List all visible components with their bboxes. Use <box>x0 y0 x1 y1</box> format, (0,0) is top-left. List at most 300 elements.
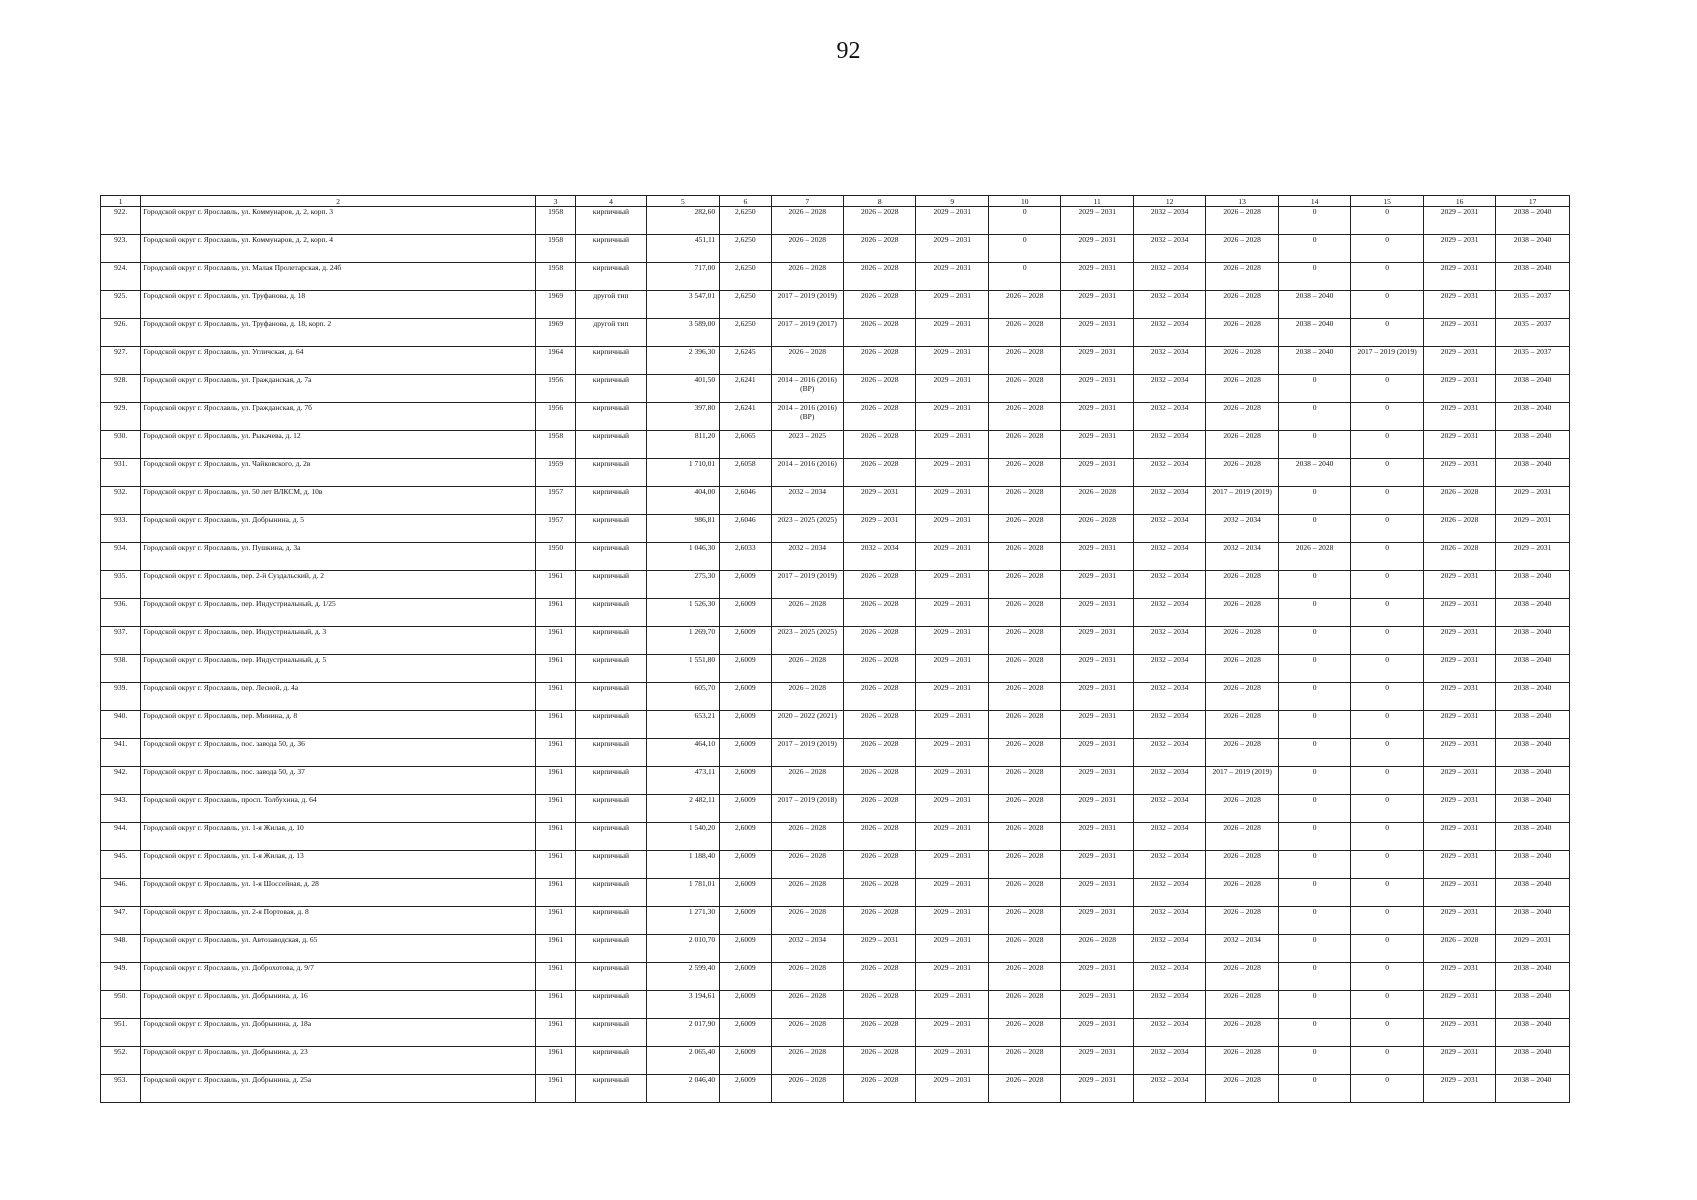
cell-col-11: 2029 – 2031 <box>1061 683 1133 711</box>
cell-col-9: 2029 – 2031 <box>916 1047 988 1075</box>
cell-col-5: 1 781,01 <box>646 879 720 907</box>
cell-col-10: 2026 – 2028 <box>988 739 1060 767</box>
cell-col-6: 2,6009 <box>720 599 771 627</box>
cell-col-4: кирпичный <box>576 823 646 851</box>
column-header-8: 8 <box>844 196 916 207</box>
table-row <box>101 235 1570 263</box>
cell-col-10: 2026 – 2028 <box>988 655 1060 683</box>
cell-col-7: 2017 – 2019 (2019) <box>771 739 843 767</box>
cell-col-6: 2,6009 <box>720 711 771 739</box>
cell-col-5: 1 551,80 <box>646 655 720 683</box>
cell-col-4: кирпичный <box>576 459 646 487</box>
cell-col-8: 2026 – 2028 <box>844 739 916 767</box>
cell-col-2: Городской округ г. Ярославль, пер. Лесной, д. 4а <box>141 683 536 711</box>
cell-col-12: 2032 – 2034 <box>1133 991 1205 1019</box>
cell-col-10: 2026 – 2028 <box>988 1075 1060 1103</box>
cell-col-12: 2032 – 2034 <box>1133 347 1205 375</box>
column-header-9: 9 <box>916 196 988 207</box>
cell-col-7: 2023 – 2025 (2025) <box>771 627 843 655</box>
cell-col-1: 953. <box>101 1075 141 1103</box>
cell-col-3: 1961 <box>535 823 575 851</box>
cell-col-8: 2026 – 2028 <box>844 795 916 823</box>
cell-col-3: 1959 <box>535 459 575 487</box>
cell-col-17: 2038 – 2040 <box>1496 767 1570 795</box>
cell-col-8: 2026 – 2028 <box>844 263 916 291</box>
cell-col-4: кирпичный <box>576 431 646 459</box>
cell-col-10: 2026 – 2028 <box>988 907 1060 935</box>
cell-col-15: 0 <box>1351 823 1423 851</box>
cell-col-17: 2038 – 2040 <box>1496 711 1570 739</box>
cell-col-11: 2029 – 2031 <box>1061 655 1133 683</box>
table-row <box>101 571 1570 599</box>
cell-col-2: Городской округ г. Ярославль, ул. Рыкачева, д. 12 <box>141 431 536 459</box>
cell-col-6: 2,6250 <box>720 291 771 319</box>
cell-col-15: 0 <box>1351 991 1423 1019</box>
cell-col-11: 2029 – 2031 <box>1061 963 1133 991</box>
cell-col-3: 1958 <box>535 207 575 235</box>
cell-col-7: 2026 – 2028 <box>771 207 843 235</box>
cell-col-16: 2029 – 2031 <box>1423 879 1495 907</box>
cell-col-9: 2029 – 2031 <box>916 879 988 907</box>
cell-col-1: 922. <box>101 207 141 235</box>
cell-col-16: 2029 – 2031 <box>1423 291 1495 319</box>
cell-col-17: 2038 – 2040 <box>1496 235 1570 263</box>
cell-col-10: 2026 – 2028 <box>988 767 1060 795</box>
cell-col-2: Городской округ г. Ярославль, пер. Индустриальный, д. 5 <box>141 655 536 683</box>
cell-col-4: кирпичный <box>576 655 646 683</box>
column-header-1: 1 <box>101 196 141 207</box>
cell-col-9: 2029 – 2031 <box>916 627 988 655</box>
cell-col-3: 1957 <box>535 515 575 543</box>
cell-col-9: 2029 – 2031 <box>916 767 988 795</box>
table-row <box>101 655 1570 683</box>
cell-col-17: 2038 – 2040 <box>1496 739 1570 767</box>
cell-col-8: 2026 – 2028 <box>844 823 916 851</box>
cell-col-7: 2026 – 2028 <box>771 235 843 263</box>
cell-col-8: 2032 – 2034 <box>844 543 916 571</box>
cell-col-3: 1950 <box>535 543 575 571</box>
table-row <box>101 739 1570 767</box>
cell-col-7: 2032 – 2034 <box>771 487 843 515</box>
cell-col-4: кирпичный <box>576 795 646 823</box>
cell-col-13: 2026 – 2028 <box>1206 683 1278 711</box>
cell-col-7: 2026 – 2028 <box>771 851 843 879</box>
cell-col-9: 2029 – 2031 <box>916 851 988 879</box>
cell-col-8: 2026 – 2028 <box>844 879 916 907</box>
cell-col-7: 2014 – 2016 (2016) (ВР) <box>771 403 843 431</box>
cell-col-16: 2029 – 2031 <box>1423 207 1495 235</box>
cell-col-16: 2029 – 2031 <box>1423 1047 1495 1075</box>
cell-col-6: 2,6009 <box>720 991 771 1019</box>
cell-col-16: 2029 – 2031 <box>1423 963 1495 991</box>
cell-col-16: 2026 – 2028 <box>1423 543 1495 571</box>
cell-col-7: 2026 – 2028 <box>771 263 843 291</box>
cell-col-6: 2,6009 <box>720 739 771 767</box>
cell-col-4: кирпичный <box>576 1075 646 1103</box>
cell-col-15: 0 <box>1351 375 1423 403</box>
column-header-6: 6 <box>720 196 771 207</box>
cell-col-1: 925. <box>101 291 141 319</box>
cell-col-9: 2029 – 2031 <box>916 515 988 543</box>
cell-col-2: Городской округ г. Ярославль, ул. Автозаводская, д. 65 <box>141 935 536 963</box>
table-row <box>101 515 1570 543</box>
cell-col-3: 1958 <box>535 235 575 263</box>
cell-col-13: 2026 – 2028 <box>1206 795 1278 823</box>
cell-col-14: 0 <box>1278 655 1350 683</box>
cell-col-5: 282,60 <box>646 207 720 235</box>
cell-col-8: 2026 – 2028 <box>844 235 916 263</box>
cell-col-3: 1958 <box>535 431 575 459</box>
cell-col-14: 0 <box>1278 375 1350 403</box>
cell-col-10: 2026 – 2028 <box>988 515 1060 543</box>
cell-col-15: 0 <box>1351 739 1423 767</box>
cell-col-6: 2,6009 <box>720 907 771 935</box>
cell-col-15: 0 <box>1351 683 1423 711</box>
cell-col-14: 0 <box>1278 767 1350 795</box>
column-header-12: 12 <box>1133 196 1205 207</box>
cell-col-8: 2026 – 2028 <box>844 963 916 991</box>
cell-col-1: 926. <box>101 319 141 347</box>
cell-col-5: 1 540,20 <box>646 823 720 851</box>
cell-col-5: 1 269,70 <box>646 627 720 655</box>
cell-col-17: 2038 – 2040 <box>1496 1047 1570 1075</box>
table-row <box>101 459 1570 487</box>
cell-col-16: 2026 – 2028 <box>1423 935 1495 963</box>
cell-col-15: 0 <box>1351 907 1423 935</box>
cell-col-3: 1961 <box>535 851 575 879</box>
column-header-16: 16 <box>1423 196 1495 207</box>
cell-col-16: 2029 – 2031 <box>1423 991 1495 1019</box>
cell-col-9: 2029 – 2031 <box>916 487 988 515</box>
cell-col-15: 0 <box>1351 711 1423 739</box>
cell-col-7: 2017 – 2019 (2019) <box>771 291 843 319</box>
cell-col-13: 2026 – 2028 <box>1206 711 1278 739</box>
table-row <box>101 963 1570 991</box>
cell-col-16: 2029 – 2031 <box>1423 571 1495 599</box>
table-row <box>101 1047 1570 1075</box>
cell-col-14: 0 <box>1278 1047 1350 1075</box>
cell-col-4: другой тип <box>576 291 646 319</box>
cell-col-14: 2026 – 2028 <box>1278 543 1350 571</box>
cell-col-7: 2014 – 2016 (2016) (ВР) <box>771 375 843 403</box>
cell-col-17: 2038 – 2040 <box>1496 571 1570 599</box>
cell-col-11: 2029 – 2031 <box>1061 375 1133 403</box>
cell-col-17: 2038 – 2040 <box>1496 963 1570 991</box>
cell-col-8: 2026 – 2028 <box>844 683 916 711</box>
cell-col-5: 1 710,01 <box>646 459 720 487</box>
cell-col-9: 2029 – 2031 <box>916 739 988 767</box>
cell-col-7: 2026 – 2028 <box>771 823 843 851</box>
cell-col-4: кирпичный <box>576 375 646 403</box>
cell-col-12: 2032 – 2034 <box>1133 655 1205 683</box>
cell-col-1: 943. <box>101 795 141 823</box>
cell-col-12: 2032 – 2034 <box>1133 851 1205 879</box>
cell-col-15: 0 <box>1351 1019 1423 1047</box>
cell-col-16: 2029 – 2031 <box>1423 459 1495 487</box>
cell-col-7: 2026 – 2028 <box>771 991 843 1019</box>
cell-col-11: 2029 – 2031 <box>1061 1047 1133 1075</box>
table-row <box>101 403 1570 431</box>
cell-col-12: 2032 – 2034 <box>1133 515 1205 543</box>
cell-col-15: 2017 – 2019 (2019) <box>1351 347 1423 375</box>
cell-col-10: 2026 – 2028 <box>988 935 1060 963</box>
cell-col-1: 944. <box>101 823 141 851</box>
cell-col-1: 940. <box>101 711 141 739</box>
cell-col-11: 2029 – 2031 <box>1061 263 1133 291</box>
cell-col-7: 2026 – 2028 <box>771 1075 843 1103</box>
cell-col-3: 1961 <box>535 683 575 711</box>
cell-col-15: 0 <box>1351 935 1423 963</box>
cell-col-4: кирпичный <box>576 235 646 263</box>
cell-col-17: 2038 – 2040 <box>1496 375 1570 403</box>
cell-col-2: Городской округ г. Ярославль, просп. Толбухина, д. 64 <box>141 795 536 823</box>
cell-col-17: 2035 – 2037 <box>1496 347 1570 375</box>
cell-col-11: 2029 – 2031 <box>1061 403 1133 431</box>
cell-col-6: 2,6250 <box>720 319 771 347</box>
table-row <box>101 599 1570 627</box>
cell-col-5: 1 271,30 <box>646 907 720 935</box>
cell-col-15: 0 <box>1351 571 1423 599</box>
cell-col-13: 2026 – 2028 <box>1206 291 1278 319</box>
cell-col-11: 2029 – 2031 <box>1061 823 1133 851</box>
cell-col-5: 2 396,30 <box>646 347 720 375</box>
table-row <box>101 487 1570 515</box>
cell-col-6: 2,6058 <box>720 459 771 487</box>
cell-col-8: 2026 – 2028 <box>844 431 916 459</box>
cell-col-4: другой тип <box>576 319 646 347</box>
cell-col-1: 947. <box>101 907 141 935</box>
cell-col-15: 0 <box>1351 627 1423 655</box>
cell-col-10: 2026 – 2028 <box>988 571 1060 599</box>
cell-col-2: Городской округ г. Ярославль, ул. 50 лет ВЛКСМ, д. 10в <box>141 487 536 515</box>
cell-col-16: 2026 – 2028 <box>1423 515 1495 543</box>
cell-col-11: 2029 – 2031 <box>1061 235 1133 263</box>
cell-col-2: Городской округ г. Ярославль, пос. завода 50, д. 37 <box>141 767 536 795</box>
cell-col-13: 2026 – 2028 <box>1206 375 1278 403</box>
cell-col-9: 2029 – 2031 <box>916 683 988 711</box>
cell-col-11: 2029 – 2031 <box>1061 907 1133 935</box>
cell-col-6: 2,6241 <box>720 375 771 403</box>
cell-col-15: 0 <box>1351 655 1423 683</box>
cell-col-13: 2017 – 2019 (2019) <box>1206 767 1278 795</box>
cell-col-13: 2026 – 2028 <box>1206 599 1278 627</box>
cell-col-3: 1969 <box>535 319 575 347</box>
table-row <box>101 347 1570 375</box>
cell-col-17: 2038 – 2040 <box>1496 431 1570 459</box>
cell-col-1: 948. <box>101 935 141 963</box>
cell-col-6: 2,6046 <box>720 515 771 543</box>
cell-col-5: 1 526,30 <box>646 599 720 627</box>
cell-col-13: 2026 – 2028 <box>1206 655 1278 683</box>
cell-col-11: 2029 – 2031 <box>1061 459 1133 487</box>
cell-col-7: 2017 – 2019 (2018) <box>771 795 843 823</box>
cell-col-13: 2026 – 2028 <box>1206 431 1278 459</box>
cell-col-12: 2032 – 2034 <box>1133 683 1205 711</box>
cell-col-13: 2026 – 2028 <box>1206 347 1278 375</box>
cell-col-9: 2029 – 2031 <box>916 599 988 627</box>
cell-col-3: 1956 <box>535 403 575 431</box>
cell-col-11: 2029 – 2031 <box>1061 207 1133 235</box>
cell-col-8: 2026 – 2028 <box>844 1019 916 1047</box>
cell-col-2: Городской округ г. Ярославль, ул. Коммунаров, д. 2, корп. 3 <box>141 207 536 235</box>
cell-col-1: 938. <box>101 655 141 683</box>
cell-col-8: 2026 – 2028 <box>844 459 916 487</box>
cell-col-2: Городской округ г. Ярославль, ул. Труфанова, д. 18, корп. 2 <box>141 319 536 347</box>
cell-col-4: кирпичный <box>576 935 646 963</box>
cell-col-2: Городской округ г. Ярославль, ул. Пушкина, д. 3а <box>141 543 536 571</box>
cell-col-10: 2026 – 2028 <box>988 431 1060 459</box>
cell-col-12: 2032 – 2034 <box>1133 207 1205 235</box>
cell-col-15: 0 <box>1351 431 1423 459</box>
table-row <box>101 1075 1570 1103</box>
cell-col-1: 945. <box>101 851 141 879</box>
cell-col-3: 1957 <box>535 487 575 515</box>
cell-col-2: Городской округ г. Ярославль, ул. Малая Пролетарская, д. 24б <box>141 263 536 291</box>
cell-col-16: 2029 – 2031 <box>1423 739 1495 767</box>
cell-col-3: 1961 <box>535 1047 575 1075</box>
cell-col-14: 0 <box>1278 431 1350 459</box>
table-body <box>101 207 1570 1103</box>
cell-col-7: 2026 – 2028 <box>771 907 843 935</box>
cell-col-15: 0 <box>1351 319 1423 347</box>
cell-col-14: 0 <box>1278 515 1350 543</box>
cell-col-14: 2038 – 2040 <box>1278 319 1350 347</box>
cell-col-4: кирпичный <box>576 599 646 627</box>
cell-col-5: 605,70 <box>646 683 720 711</box>
cell-col-10: 2026 – 2028 <box>988 795 1060 823</box>
cell-col-15: 0 <box>1351 207 1423 235</box>
cell-col-5: 717,00 <box>646 263 720 291</box>
cell-col-3: 1961 <box>535 767 575 795</box>
cell-col-6: 2,6250 <box>720 207 771 235</box>
column-header-5: 5 <box>646 196 720 207</box>
cell-col-2: Городской округ г. Ярославль, ул. Добрынина, д. 5 <box>141 515 536 543</box>
cell-col-11: 2026 – 2028 <box>1061 515 1133 543</box>
table-row <box>101 543 1570 571</box>
cell-col-10: 2026 – 2028 <box>988 627 1060 655</box>
cell-col-4: кирпичный <box>576 263 646 291</box>
cell-col-17: 2038 – 2040 <box>1496 991 1570 1019</box>
cell-col-11: 2029 – 2031 <box>1061 543 1133 571</box>
table-row <box>101 291 1570 319</box>
cell-col-7: 2026 – 2028 <box>771 963 843 991</box>
cell-col-9: 2029 – 2031 <box>916 991 988 1019</box>
cell-col-5: 275,30 <box>646 571 720 599</box>
cell-col-6: 2,6033 <box>720 543 771 571</box>
cell-col-9: 2029 – 2031 <box>916 459 988 487</box>
cell-col-16: 2029 – 2031 <box>1423 403 1495 431</box>
cell-col-10: 2026 – 2028 <box>988 963 1060 991</box>
cell-col-1: 934. <box>101 543 141 571</box>
cell-col-11: 2029 – 2031 <box>1061 795 1133 823</box>
cell-col-6: 2,6046 <box>720 487 771 515</box>
cell-col-8: 2026 – 2028 <box>844 767 916 795</box>
cell-col-13: 2026 – 2028 <box>1206 235 1278 263</box>
table-row <box>101 263 1570 291</box>
cell-col-12: 2032 – 2034 <box>1133 1075 1205 1103</box>
cell-col-5: 3 194,61 <box>646 991 720 1019</box>
cell-col-9: 2029 – 2031 <box>916 795 988 823</box>
cell-col-17: 2038 – 2040 <box>1496 907 1570 935</box>
cell-col-17: 2029 – 2031 <box>1496 935 1570 963</box>
cell-col-2: Городской округ г. Ярославль, ул. 1-я Жилая, д. 10 <box>141 823 536 851</box>
cell-col-8: 2026 – 2028 <box>844 319 916 347</box>
cell-col-5: 3 589,00 <box>646 319 720 347</box>
cell-col-11: 2026 – 2028 <box>1061 487 1133 515</box>
table-row <box>101 935 1570 963</box>
cell-col-17: 2038 – 2040 <box>1496 1075 1570 1103</box>
table-row <box>101 207 1570 235</box>
cell-col-3: 1961 <box>535 711 575 739</box>
cell-col-6: 2,6250 <box>720 263 771 291</box>
cell-col-7: 2017 – 2019 (2019) <box>771 571 843 599</box>
cell-col-3: 1961 <box>535 739 575 767</box>
cell-col-5: 473,11 <box>646 767 720 795</box>
cell-col-17: 2038 – 2040 <box>1496 851 1570 879</box>
table-row <box>101 627 1570 655</box>
cell-col-5: 1 046,30 <box>646 543 720 571</box>
cell-col-10: 2026 – 2028 <box>988 403 1060 431</box>
cell-col-3: 1969 <box>535 291 575 319</box>
cell-col-17: 2029 – 2031 <box>1496 515 1570 543</box>
cell-col-17: 2038 – 2040 <box>1496 879 1570 907</box>
cell-col-13: 2032 – 2034 <box>1206 543 1278 571</box>
cell-col-4: кирпичный <box>576 683 646 711</box>
cell-col-3: 1961 <box>535 1075 575 1103</box>
cell-col-17: 2038 – 2040 <box>1496 207 1570 235</box>
cell-col-11: 2029 – 2031 <box>1061 627 1133 655</box>
cell-col-14: 0 <box>1278 683 1350 711</box>
cell-col-17: 2029 – 2031 <box>1496 543 1570 571</box>
cell-col-12: 2032 – 2034 <box>1133 907 1205 935</box>
cell-col-16: 2029 – 2031 <box>1423 599 1495 627</box>
cell-col-11: 2029 – 2031 <box>1061 571 1133 599</box>
cell-col-12: 2032 – 2034 <box>1133 431 1205 459</box>
cell-col-16: 2029 – 2031 <box>1423 627 1495 655</box>
cell-col-3: 1961 <box>535 627 575 655</box>
cell-col-14: 0 <box>1278 879 1350 907</box>
cell-col-13: 2026 – 2028 <box>1206 907 1278 935</box>
cell-col-8: 2026 – 2028 <box>844 403 916 431</box>
cell-col-1: 939. <box>101 683 141 711</box>
cell-col-11: 2029 – 2031 <box>1061 851 1133 879</box>
cell-col-8: 2026 – 2028 <box>844 991 916 1019</box>
cell-col-1: 930. <box>101 431 141 459</box>
schedule-table <box>100 195 1570 1103</box>
cell-col-10: 2026 – 2028 <box>988 1047 1060 1075</box>
cell-col-12: 2032 – 2034 <box>1133 263 1205 291</box>
cell-col-4: кирпичный <box>576 907 646 935</box>
cell-col-16: 2029 – 2031 <box>1423 711 1495 739</box>
table-row <box>101 375 1570 403</box>
table-row <box>101 851 1570 879</box>
table-row <box>101 991 1570 1019</box>
cell-col-9: 2029 – 2031 <box>916 907 988 935</box>
cell-col-8: 2029 – 2031 <box>844 935 916 963</box>
cell-col-1: 952. <box>101 1047 141 1075</box>
cell-col-11: 2029 – 2031 <box>1061 991 1133 1019</box>
cell-col-8: 2026 – 2028 <box>844 711 916 739</box>
cell-col-9: 2029 – 2031 <box>916 375 988 403</box>
cell-col-10: 2026 – 2028 <box>988 291 1060 319</box>
cell-col-3: 1961 <box>535 963 575 991</box>
cell-col-17: 2038 – 2040 <box>1496 655 1570 683</box>
cell-col-12: 2032 – 2034 <box>1133 459 1205 487</box>
cell-col-10: 2026 – 2028 <box>988 711 1060 739</box>
cell-col-16: 2029 – 2031 <box>1423 823 1495 851</box>
cell-col-11: 2029 – 2031 <box>1061 1019 1133 1047</box>
cell-col-9: 2029 – 2031 <box>916 1019 988 1047</box>
